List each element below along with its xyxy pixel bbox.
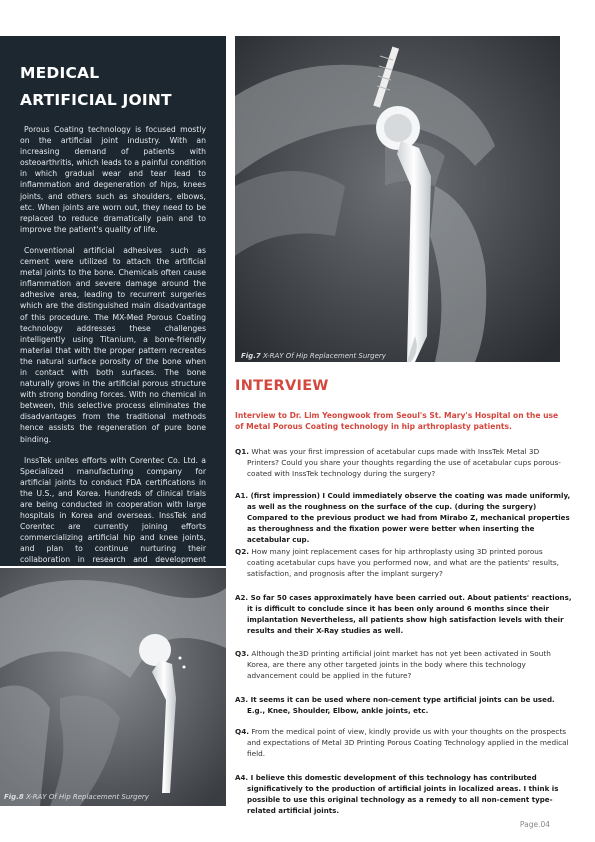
figure-caption-fig7	[241, 352, 386, 360]
question-2-label: Q2.	[235, 547, 250, 556]
left-text-panel	[0, 36, 226, 566]
figure-text-fig8: X-RAY Of Hip Replacement Surgery	[25, 793, 149, 801]
question-1	[235, 446, 572, 479]
question-1-text: What was your first impression of acetabular cups made with InssTek Metal 3D Printers? Could you share your thoughts regarding the use of acetabular cups porous-coated with InssTek technology during the surgery?	[247, 447, 561, 478]
xray-hip-illustration	[235, 36, 560, 362]
xray-hip-illustration-2	[0, 568, 226, 806]
question-3-label: Q3.	[235, 649, 250, 658]
figure-text-fig7: X-RAY Of Hip Replacement Surgery	[262, 352, 386, 360]
xray-image-fig8	[0, 568, 226, 806]
question-4-label: Q4.	[235, 727, 250, 736]
question-4-text: From the medical point of view, kindly provide us with your thoughts on the prospects and expectations of Metal 3D Printing Porous Coating Technology applied in the medical field.	[247, 727, 569, 758]
question-3	[235, 648, 572, 681]
answer-2-text: So far 50 cases approximately have been carried out. About patients' reactions, it is difficult to conclude since it has been only around 6 months since their implantation Nevertheless, all patients show high satisfaction levels with their results and their X-Ray studies as well.	[247, 593, 572, 635]
section-body	[20, 124, 206, 609]
answer-3-label: A3.	[235, 695, 249, 704]
answer-4	[235, 772, 572, 816]
page-number: Page.04	[519, 820, 550, 829]
xray-image-fig7	[235, 36, 560, 362]
title-line-2: ARTIFICIAL JOINT	[20, 91, 172, 109]
section-title	[20, 60, 220, 114]
figure-label-fig8: Fig.8	[4, 793, 24, 801]
answer-2-label: A2.	[235, 593, 249, 602]
title-line-1: MEDICAL	[20, 64, 100, 82]
body-paragraph-3: InssTek unites efforts with Corentec Co. Ltd. a Specialized manufacturing company for artificial joints to conduct FDA certifications in the U.S., and Korea. Hundreds of clinical trials are being conducted in cooperation with large hospitals in Korea and overseas. InssTek and Corentec are currently joining efforts commercializing artificial hip and knee joints, and plan to continue nurturing their collaboration in research and development	[20, 455, 206, 565]
body-paragraph-2: Conventional artificial adhesives such as cement were utilized to attach the artificial metal joints to the bone. Chemicals often cause inflammation and severe damage around the adhesive area, leading to recurrent surgeries which are the distinguished main disadvantage of this procedure. The MX-Med Porous Coating technology addresses these challenges intelligently using Titanium, a bone-friendly material that with the proper pattern recreates the natural surface porosity of the bone when in contact with both surfaces. The bone naturally grows in the artificial porous structure with strong bonding forces. With no chemical in between, this selective process eliminates the disadvantages from the traditional methods hence assists the regeneration of pure bone binding.	[20, 245, 206, 444]
answer-1-label: A1.	[235, 491, 249, 500]
question-2-text: How many joint replacement cases for hip arthroplasty using 3D printed porous coating acetabular cups have you performed now, and what are the patients' results, satisfaction, and prognosis after the implant surgery?	[247, 547, 559, 578]
question-3-text: Although the3D printing artificial joint market has not yet been activated in South Korea, are there any other targeted joints in the body where this technology advancement could be applied in the future?	[247, 649, 551, 680]
answer-4-text: I believe this domestic development of this technology has contributed significatively to the production of artificial joints in localized areas. I think is possible to use this original technology as a remedy to all non-cement type-related artificial joints.	[247, 773, 559, 815]
figure-label-fig7: Fig.7	[241, 352, 261, 360]
answer-2	[235, 592, 572, 636]
body-paragraph-1: Porous Coating technology is focused mostly on the artificial joint industry. With an increasing demand of patients with osteoarthritis, which leads to a painful condition in which gradual wear and tear lead to inflammation and degeneration of hips, knees joints, and others such as shoulders, elbows, etc. When joints are worn out, they need to be replaced to reduce dramatically pain and to improve the patient's quality of life.	[20, 125, 206, 234]
question-2	[235, 546, 572, 579]
interview-intro: Interview to Dr. Lim Yeongwook from Seoul's St. Mary's Hospital on the use of Metal Porous Coating technology in hip arthroplasty patients.	[235, 411, 559, 431]
answer-1	[235, 490, 572, 545]
answer-4-label: A4.	[235, 773, 249, 782]
figure-caption-fig8	[4, 793, 149, 801]
answer-3-text: It seems it can be used where non-cement type artificial joints can be used. E.g., Knee, Shoulder, Elbow, ankle joints, etc.	[247, 695, 555, 715]
question-1-label: Q1.	[235, 447, 250, 456]
question-4	[235, 726, 572, 759]
answer-3	[235, 694, 572, 716]
interview-title: INTERVIEW	[235, 378, 329, 394]
answer-1-text: (first impression) I Could immediately observe the coating was made uniformly, as well as the roughness on the surface of the cup. (during the surgery) Compared to the previous product we had from Mirabo Z, mechanical properties as theroughness and the fixation power were better when inserting the acetabular cup.	[247, 491, 571, 544]
